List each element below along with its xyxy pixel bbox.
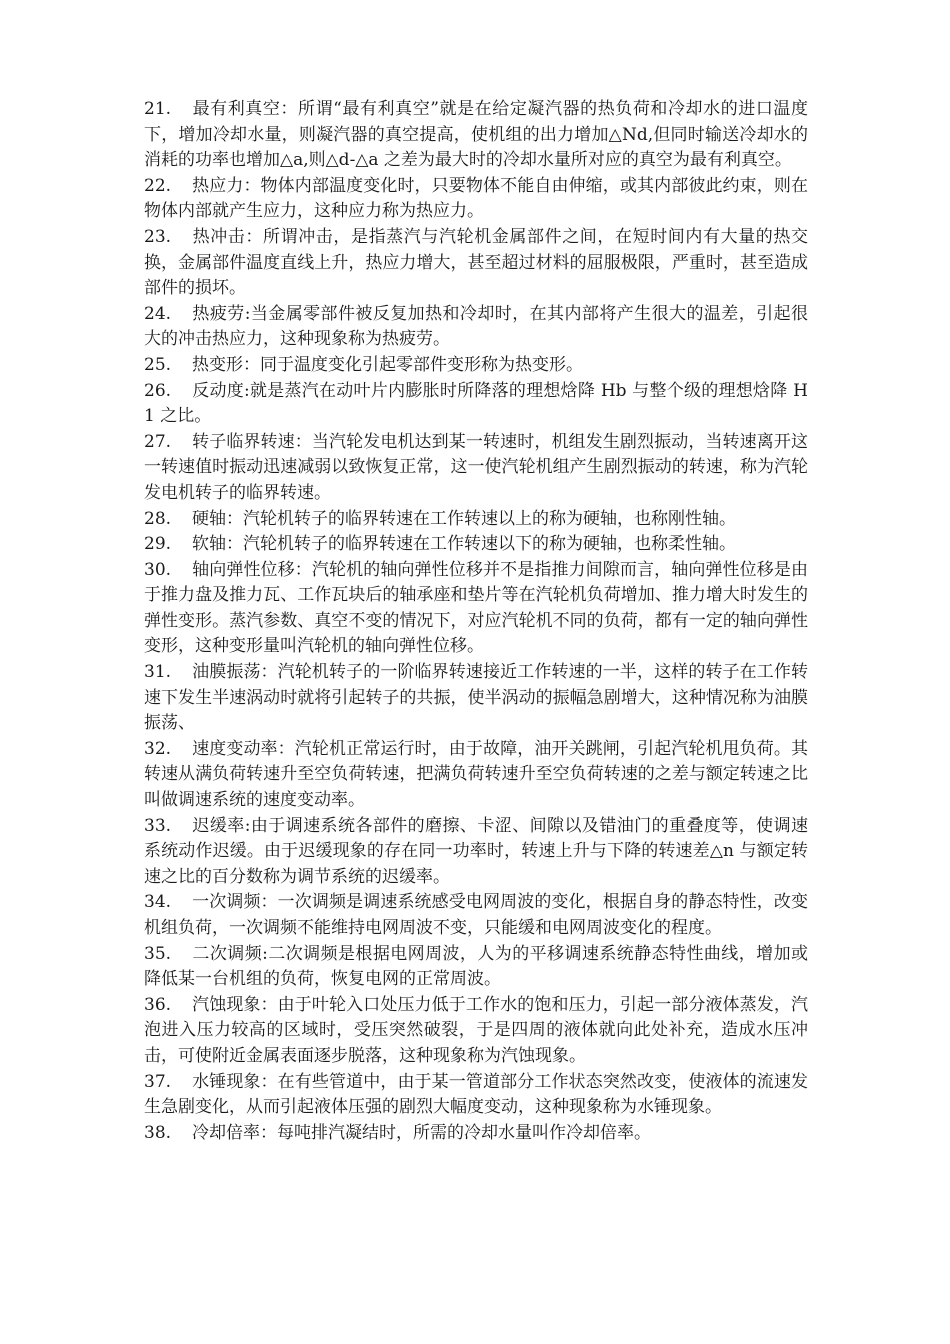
entry-text: 油膜振荡：汽轮机转子的一阶临界转速接近工作转速的一半，这样的转子在工作转速下发生半速涡动时就将引起转子的共振，使半涡动的振幅急剧增大，这种情况称为油膜振荡、: [144, 662, 808, 734]
entry-number: 25.: [144, 354, 172, 375]
entry-text: 反动度:就是蒸汽在动叶片内膨胀时所降落的理想焓降 Hb 与整个级的理想焓降 H1 之比。: [144, 380, 808, 427]
entry-number: 30.: [144, 559, 172, 580]
entry-32: [144, 737, 808, 814]
entry-number: 26.: [144, 380, 172, 401]
entry-number: 34.: [144, 892, 172, 913]
entry-37: [144, 1070, 808, 1121]
entry-text: 软轴：汽轮机转子的临界转速在工作转速以下的称为硬轴，也称柔性轴。: [192, 534, 736, 555]
entry-34: [144, 890, 808, 941]
entry-number: 23.: [144, 226, 172, 247]
entry-number: 27.: [144, 431, 172, 452]
entry-25: [144, 353, 808, 379]
entry-text: 最有利真空：所谓“最有利真空”就是在给定凝汽器的热负荷和冷却水的进口温度下，增加冷却水量，则凝汽器的真空提高，使机组的出力增加△Nd,但同时输送冷却水的消耗的功率也增加△a,则△d-△a 之差为最大时的冷却水量所对应的真空为最有利真空。: [144, 99, 808, 171]
entry-text: 迟缓率:由于调速系统各部件的磨擦、卡涩、间隙以及错油门的重叠度等，使调速系统动作迟缓。由于迟缓现象的存在同一功率时，转速上升与下降的转速差△n 与额定转速之比的百分数称为调节系统的迟缓率。: [144, 815, 808, 887]
entry-text: 热变形：同于温度变化引起零部件变形称为热变形。: [192, 354, 583, 375]
entry-38: [144, 1121, 808, 1147]
entry-number: 31.: [144, 662, 172, 683]
entry-number: 37.: [144, 1071, 172, 1092]
document-page: [144, 97, 808, 1146]
entry-27: [144, 430, 808, 507]
entry-number: 22.: [144, 175, 172, 196]
entry-33: [144, 814, 808, 891]
entry-22: [144, 174, 808, 225]
entry-text: 转子临界转速：当汽轮发电机达到某一转速时，机组发生剧烈振动，当转速离开这一转速值时振动迅速减弱以致恢复正常，这一使汽轮机组产生剧烈振动的转速，称为汽轮发电机转子的临界转速。: [144, 431, 808, 503]
entry-29: [144, 532, 808, 558]
entry-36: [144, 993, 808, 1070]
entry-text: 热疲劳:当金属零部件被反复加热和冷却时，在其内部将产生很大的温差，引起很大的冲击热应力，这种现象称为热疲劳。: [144, 303, 808, 350]
entry-number: 29.: [144, 534, 172, 555]
entry-text: 轴向弹性位移：汽轮机的轴向弹性位移并不是指推力间隙而言，轴向弹性位移是由于推力盘及推力瓦、工作瓦块后的轴承座和垫片等在汽轮机负荷增加、推力增大时发生的弹性变形。蒸汽参数、真空不变的情况下，对应汽轮机不同的负荷，都有一定的轴向弹性变形，这种变形量叫汽轮机的轴向弹性位移。: [144, 559, 808, 657]
entry-text: 热冲击：所谓冲击，是指蒸汽与汽轮机金属部件之间，在短时间内有大量的热交换，金属部件温度直线上升，热应力增大，甚至超过材料的屈服极限，严重时，甚至造成部件的损坏。: [144, 226, 808, 299]
entry-text: 热应力：物体内部温度变化时，只要物体不能自由伸缩，或其内部彼此约束，则在物体内部就产生应力，这种应力称为热应力。: [144, 175, 808, 222]
entry-30: [144, 558, 808, 660]
entry-text: 汽蚀现象：由于叶轮入口处压力低于工作水的饱和压力，引起一部分液体蒸发，汽泡进入压力较高的区域时，受压突然破裂，于是四周的液体就向此处补充，造成水压冲击，可使附近金属表面逐步脱落，这种现象称为汽蚀现象。: [144, 994, 808, 1066]
entry-31: [144, 660, 808, 737]
entry-23: [144, 225, 808, 302]
entry-text: 水锤现象：在有些管道中，由于某一管道部分工作状态突然改变，使液体的流速发生急剧变化，从而引起液体压强的剧烈大幅度变动，这种现象称为水锤现象。: [144, 1071, 808, 1118]
entry-number: 21.: [144, 99, 172, 119]
entry-28: [144, 507, 808, 533]
entry-text: 一次调频：一次调频是调速系统感受电网周波的变化，根据自身的静态特性，改变机组负荷，一次调频不能维持电网周波不变，只能缓和电网周波变化的程度。: [144, 892, 808, 938]
entry-text: 二次调频:二次调频是根据电网周波，人为的平移调速系统静态特性曲线，增加或降低某一台机组的负荷，恢复电网的正常周波。: [144, 943, 808, 990]
entry-24: [144, 302, 808, 353]
entry-number: 24.: [144, 303, 172, 324]
entry-number: 36.: [144, 994, 172, 1015]
entry-21: [144, 97, 808, 174]
entry-text: 冷却倍率：每吨排汽凝结时，所需的冷却水量叫作冷却倍率。: [192, 1122, 651, 1143]
entry-number: 35.: [144, 943, 172, 964]
entry-number: 28.: [144, 508, 172, 529]
entry-number: 32.: [144, 738, 172, 759]
entry-number: 38.: [144, 1122, 172, 1143]
entry-26: [144, 379, 808, 430]
entry-text: 速度变动率：汽轮机正常运行时，由于故障，油开关跳闸，引起汽轮机甩负荷。其转速从满负荷转速升至空负荷转速，把满负荷转速升至空负荷转速的之差与额定转速之比叫做调速系统的速度变动率。: [144, 738, 808, 811]
entry-number: 33.: [144, 815, 172, 836]
entry-text: 硬轴：汽轮机转子的临界转速在工作转速以上的称为硬轴，也称刚性轴。: [192, 508, 736, 529]
entry-35: [144, 942, 808, 993]
